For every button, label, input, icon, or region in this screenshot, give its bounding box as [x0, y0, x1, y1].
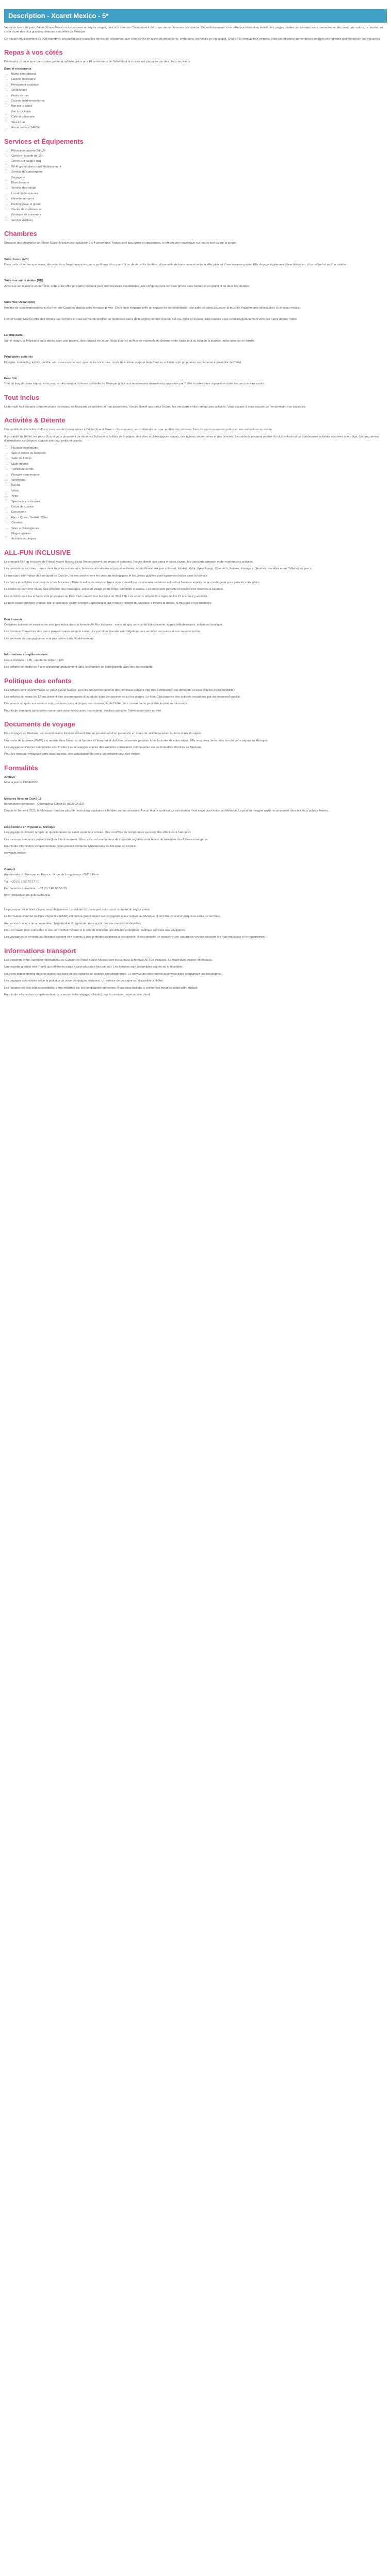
- section-parks: [4, 317, 387, 386]
- list-item: • Parking privé et gratuit: [11, 202, 387, 207]
- section-heading: ALL-FUN INCLUSIVE: [4, 548, 71, 556]
- list-item: • Service de conciergerie: [11, 170, 387, 174]
- intro-paragraph: Ce nouvel établissement de 900 chambres est parfait pour toutes les envies de voyageurs, que vous soyez en quête de découverte, entre amis, en famille ou en couple. Grâce à la formule tout compris, vous bénéficierez de nombreux services et profiterez pleinement de vos vacances.: [4, 37, 381, 41]
- list-item: • Activités nautiques: [11, 537, 387, 541]
- section-paragraph: Pour vos déplacements dans la région, des taxis et des voitures de location sont disponibles. Le service de conciergerie peut vous aider à organiser vos excursions.: [4, 972, 222, 976]
- section-children-policy: [4, 677, 387, 714]
- section-paragraph: Pour toute information complémentaire concernant votre voyage, n'hésitez pas à contacter notre service client.: [4, 993, 151, 996]
- section-heading: Chambres: [4, 230, 37, 238]
- section-paragraph: Le formulaire d'entrée multiple migratoire (FMM) est délivré gratuitement aux voyageurs à leur arrivée au Mexique. Il doit être conservé jusqu'à la sortie du territoire.: [4, 915, 221, 919]
- section-paragraph: Les parcs et activités sont ouverts à des horaires différents selon les saisons. Nous vous conseillons de réserver certaines activités à l'avance auprès de la conciergerie pour garantir votre place.: [4, 581, 260, 585]
- section-paragraph: Les horaires d'ouverture des parcs peuvent varier selon la saison. Le port d'un bracelet est obligatoire pour accéder aux parcs et aux services inclus.: [4, 630, 201, 634]
- subheading: Bars et restaurants: [4, 67, 31, 71]
- list-item: • Spa et centre de bien-être: [11, 451, 387, 455]
- list-item: • Bagagerie: [11, 176, 387, 180]
- intro-section: [4, 26, 387, 41]
- section-paragraph: Heure d'arrivée : 15h - Heure de départ : 12h: [4, 658, 64, 662]
- room-name: Suite Junior (ND): [4, 258, 29, 261]
- list-item: • Check-in à partir de 15h: [11, 154, 387, 158]
- section-heading: Services et Équipements: [4, 137, 84, 145]
- list-item: • Club enfants: [11, 462, 387, 466]
- page-title: Description - Xcaret Mexico - 5*: [8, 12, 109, 20]
- list-item: • Snorkeling: [11, 478, 387, 482]
- section-paragraph: Le passeport et le billet d'avion sont obligatoires. La validité du passeport doit couvrir la durée du séjour prévu.: [4, 908, 151, 911]
- list-item: • Wi-Fi gratuit dans tout l'établissement: [11, 165, 387, 169]
- list-item: • Cuisine mexicaine: [11, 77, 387, 81]
- list-item: • Bar à cocktails: [11, 110, 387, 114]
- section-heading: Politique des enfants: [4, 676, 72, 685]
- section-paragraph: Une multitude d'activités s'offre à vous pendant votre séjour à l'Hotel Xcaret Mexico. Vous pourrez vous détendre au spa, profiter des piscines, faire du sport ou encore participer aux animations en soirée.: [4, 428, 273, 432]
- section-paragraph: Les voyageurs se rendant au Mexique peuvent être soumis à des contrôles sanitaires à leur arrivée. Il est conseillé de souscrire une assurance voyage couvrant les frais médicaux et le rapatriement.: [4, 936, 266, 939]
- section-paragraph: Les activités pour les enfants sont proposées au Kids Club, ouvert tous les jours de 9h à 17h. Les enfants doivent être âgés de 4 à 12 ans pour y accéder.: [4, 595, 208, 598]
- section-travel-documents: [4, 720, 387, 757]
- section-paragraph: Les voyageurs doivent remplir un questionnaire de santé avant leur arrivée. Des contrôles de température peuvent être effectués à l'aéroport.: [4, 831, 191, 835]
- list-item: • Service médical: [11, 218, 387, 223]
- list-item: • Cénotes: [11, 521, 387, 525]
- section-paragraph: Pour toute demande particulière concernant votre séjour avec des enfants, veuillez contacter l'hôtel avant votre arrivée.: [4, 709, 162, 713]
- subheading: Bon à savoir: [4, 618, 22, 621]
- list-item: • Steakhouse: [11, 88, 387, 92]
- page-title-banner: [4, 9, 387, 23]
- section-heading: Documents de voyage: [4, 720, 75, 728]
- subheading: Informations complémentaires: [4, 653, 48, 657]
- section-paragraph: Pour toute information complémentaire, vous pouvez contacter l'Ambassade du Mexique en France :: [4, 845, 138, 848]
- subheading: Dispositions en vigueur au Mexique: [4, 825, 55, 829]
- list-item: • Plages privées: [11, 532, 387, 536]
- section-paragraph: Certaines activités et services ne sont pas inclus dans la formule All-Fun Inclusive : soins au spa, service de blanchisserie, appels téléphoniques, achats en boutique.: [4, 623, 223, 627]
- list-item: • Salle de fitness: [11, 456, 387, 461]
- embassy-phone: Tel : +33 (0) 1 53 70 27 70: [4, 880, 39, 884]
- list-item: • Plongée sous-marine: [11, 473, 387, 477]
- intro-paragraph: Véritable havre de paix, l'Hotel Xcaret Mexico vous propose un séjour unique, face à la mer des Caraïbes et à deux pas de nombreuses animations. Cet établissement vous offre une réalisation idéale, des plages privées au domaine vous permettra de découvrir une nature luxuriante, au cœur d'une des plus grandes réserves naturelles du Mexique.: [4, 26, 383, 34]
- section-paragraph: Profitez de vues imprenables sur la mer des Caraïbes depuis votre terrasse privée. Cette suite élégante offre un espace de vie confortable, une salle de bains luxueuse et tous les équipements nécessaires à un séjour réussi.: [4, 306, 301, 310]
- section-paragraph: Depuis le 1er avril 2022, le Mexique n'impose plus de restrictions sanitaires à l'entrée sur son territoire. Aucun test ni certificat de vaccination n'est exigé pour entrer au Mexique. Le port du masque reste recommandé dans les lieux publics fermés.: [4, 809, 329, 813]
- list-item: • Terrain de tennis: [11, 467, 387, 471]
- list-item: • Piscines extérieures: [11, 446, 387, 450]
- list-item: • Cours de cuisine: [11, 505, 387, 509]
- section-all-inclusive: [4, 394, 387, 409]
- list-item: • Location de voitures: [11, 192, 387, 196]
- list-item: • Kayak: [11, 483, 387, 487]
- section-heading: Formalités: [4, 764, 38, 772]
- section-paragraph: Autres vaccinations recommandées : hépatite A et B, typhoïde, mise à jour des vaccinations habituelles.: [4, 922, 142, 925]
- section-paragraph: Le parc Xcaret propose chaque soir le spectacle Xcaret México Espectacular, qui retrace l'histoire du Mexique à travers la danse, la musique et les traditions.: [4, 602, 213, 605]
- section-heading: Tout inclus: [4, 393, 40, 401]
- section-paragraph: Chacune des chambres de l'Hotel Xcaret Mexico peut accueillir 2 à 4 personnes. Toutes sont luxueuses et spacieuses, et offrent une magnifique vue sur la mer ou sur la jungle.: [4, 242, 237, 245]
- section-paragraph: Les transferts entre l'aéroport international de Cancún et l'Hotel Xcaret Mexico sont inclus dans la formule All-Fun Inclusive. Le trajet dure environ 45 minutes.: [4, 958, 213, 962]
- list-item: • Café et pâtisserie: [11, 115, 387, 119]
- list-item: • Room service 24h/24: [11, 126, 387, 130]
- section-activities: [4, 416, 387, 541]
- section-paragraph: Pour voyager au Mexique, les ressortissants français doivent être en possession d'un passeport en cours de validité pendant toute la durée du séjour.: [4, 732, 202, 736]
- list-item: • Blanchisserie: [11, 181, 387, 185]
- dining-list: [4, 72, 387, 130]
- section-paragraph: Les animaux de compagnie ne sont pas admis dans l'établissement.: [4, 637, 95, 640]
- list-item: • Yoga: [11, 494, 387, 498]
- services-list: [4, 149, 387, 223]
- section-rooms: [4, 230, 387, 310]
- subheading: Contact: [4, 868, 15, 871]
- section-paragraph: Les enfants sont les bienvenus à l'Hotel Xcaret Mexico. Des lits supplémentaires et des berceaux peuvent être mis à disposition sur demande et sous réserve de disponibilité.: [4, 688, 235, 692]
- list-item: • Sites archéologiques: [11, 527, 387, 531]
- section-paragraph: Une navette gratuite relie l'hôtel aux différents parcs Xcaret plusieurs fois par jour. Les horaires sont disponibles auprès de la réception.: [4, 965, 184, 969]
- list-item: • Parcs Xcaret, Xel-Há, Xplor: [11, 516, 387, 520]
- section-paragraph: Sur le rivage, la Tropicana vous attend avec une piscine, des transats et un bar. Vous pourrez profiter de moments de détente et de loisirs tout au long de la journée, entre amis ou en famille.: [4, 339, 255, 343]
- section-paragraph: Le concept All-Fun Inclusive de l'Hotel Xcaret Mexico inclut l'hébergement, les repas et boissons, l'accès illimité aux parcs et tours Xcaret, les transferts aéroport et de nombreuses activités.: [4, 560, 254, 564]
- section-paragraph: L'hôtel Xcaret Mexico offre des forfaits tout compris et vous permet de profiter de nombreux parcs de la région comme Xcaret, Xel-Há, Xplor et Xenses. Une navette vous conduira gratuitement vers ces parcs depuis l'hôtel.: [4, 318, 298, 321]
- section-dining: [4, 48, 387, 130]
- list-item: • Vélos: [11, 489, 387, 493]
- section-paragraph: À proximité de l'hôtel, les parcs Xcaret vous proposent de découvrir la faune et la flore de la région, des sites archéologiques mayas, des rivières souterraines et des cénotes. Les enfants pourront profiter du club enfants et de nombreuses activités adaptées à leur âge. Un programme d'animations est proposé chaque jour pour petits et grands.: [4, 435, 379, 443]
- section-paragraph: Des menus adaptés aux enfants sont proposés dans la plupart des restaurants de l'hôtel. Une chaise haute peut être fournie sur demande.: [4, 702, 188, 706]
- section-paragraph: Plongée, snorkeling, kayak, paddle, excursions en bateau, spectacles nocturnes, cours de cuisine, yoga et bien d'autres activités sont proposées sur place ou à proximité de l'hôtel.: [4, 361, 242, 364]
- list-item: • Spectacles nocturnes: [11, 500, 387, 504]
- room-name: Suite vue sur la rivière (ND): [4, 279, 43, 283]
- subheading: Archive: [4, 775, 15, 779]
- section-paragraph: Les bagages sont limités selon la politique de votre compagnie aérienne. Un service de consigne est disponible à l'hôtel.: [4, 979, 164, 983]
- section-paragraph: Les enfants de moins de 4 ans séjournent gratuitement dans la chambre de leurs parents avec des lits existants.: [4, 666, 153, 669]
- section-paragraph: Découvrez chaque jour une cuisine variée et raffinée grâce aux 10 restaurants de l'hôtel dont la cuisine est préparée par des chefs reconnus.: [4, 60, 191, 64]
- list-item: • Fruits de mer: [11, 94, 387, 98]
- section-paragraph: Pour les mineurs voyageant sans leurs parents, une autorisation de sortie du territoire peut être exigée.: [4, 753, 141, 756]
- section-paragraph: Dans cette chambre spacieuse, décorée dans l'esprit mexicain, vous profiterez d'un grand lit ou de deux lits doubles, d'une salle de bains avec douche à effet pluie et d'une terrasse privée. Elle dispose également d'une télévision, d'un coffre-fort et d'un minibar.: [4, 263, 348, 266]
- embassy-link[interactable]: www.gob.mx/sre: [4, 852, 26, 855]
- section-paragraph: Tout au long de votre séjour, vous pourrez découvrir la richesse culturelle du Mexique grâce aux nombreuses animations proposées par l'hôtel et aux visites organisées dans les parcs environnants.: [4, 382, 265, 386]
- section-paragraph: Les voyageurs d'autres nationalités sont invités à se renseigner auprès des autorités consulaires compétentes sur les formalités d'entrée au Mexique.: [4, 745, 202, 749]
- subheading: Pour finir: [4, 377, 18, 381]
- section-paragraph: Les horaires de vols sont susceptibles d'être modifiés par les compagnies aériennes. Nous vous invitons à vérifier vos horaires avant votre départ.: [4, 986, 198, 990]
- subheading: La Tropicana: [4, 334, 23, 337]
- list-item: • Buffet international: [11, 72, 387, 76]
- section-paragraph: Les mesures sanitaires peuvent évoluer à tout moment. Nous vous recommandons de consulter régulièrement le site du ministère des Affaires étrangères.: [4, 838, 209, 841]
- section-formalities: [4, 764, 387, 940]
- section-transport: [4, 947, 387, 997]
- section-paragraph: Le transport aller-retour de l'aéroport de Cancún, les excursions vers les sites archéologiques et les visites guidées sont également inclus dans la formule.: [4, 574, 208, 578]
- section-paragraph: Une carte de tourisme (FMM) est remise dans l'avion ou à l'arrivée à l'aéroport et doit être conservée pendant toute la durée de votre séjour. Elle vous sera demandée lors de votre départ du Mexique.: [4, 739, 268, 742]
- section-services: [4, 138, 387, 223]
- activities-list: [4, 446, 387, 541]
- list-item: • Restaurant asiatique: [11, 83, 387, 87]
- subheading: Mesures liées au Covid-19: [4, 797, 42, 801]
- section-paragraph: Pour en savoir plus, consultez le site de l'Institut Pasteur et le site du ministère des Affaires étrangères, rubrique Conseils aux voyageurs.: [4, 929, 186, 933]
- section-all-fun: [4, 549, 387, 670]
- embassy-website-link[interactable]: http://embamex.sre.gob.mx/francia: [4, 894, 51, 897]
- list-item: • Boutique de souvenirs: [11, 213, 387, 217]
- section-paragraph: Informations générales - Coronavirus Covid-19 (02/04/2022): [4, 802, 84, 806]
- section-paragraph: Avec vue sur la rivière souterraine, cette suite offre un cadre reposant pour des vacances inoubliables. Elle comprend une terrasse privée avec hamac et un grand lit ou deux lits doubles.: [4, 284, 250, 288]
- list-item: • Cuisine méditerranéenne: [11, 99, 387, 103]
- section-heading: Informations transport: [4, 946, 76, 955]
- section-paragraph: Les prestations incluses : repas dans tous les restaurants, boissons alcoolisées et non alcoolisées, accès illimité aux parcs Xcaret, Xel-Há, Xplor, Xplor Fuego, Xoximilco, Xenses, Xavage et Xenotes, navettes entre l'hôtel et les parcs.: [4, 567, 313, 571]
- list-item: • Service de change: [11, 186, 387, 190]
- update-date: Mise à jour le 19/04/2022: [4, 781, 38, 785]
- section-paragraph: Le centre de bien-être Muluk Spa propose des massages, soins du visage et du corps, hammam et sauna. Les soins sont payants et doivent être réservés à l'avance.: [4, 588, 224, 591]
- section-paragraph: La formule tout compris comprend tous les repas, les boissons alcoolisées et non alcoolisées, l'accès illimité aux parcs Xcaret, les transferts et de nombreuses activités. Vous n'aurez à vous soucier de rien pendant vos vacances.: [4, 405, 306, 409]
- room-name: Suite Vue Océan (ND): [4, 301, 35, 304]
- section-paragraph: Les enfants de moins de 12 ans doivent être accompagnés d'un adulte dans les piscines et sur les plages. Le Kids Club propose des activités encadrées par du personnel qualifié.: [4, 695, 241, 699]
- list-item: • Excursions: [11, 510, 387, 514]
- embassy-address: Ambassade du Mexique en France - 9 rue de Longchamp - 75116 Paris: [4, 873, 99, 877]
- list-item: • Bar sur la plage: [11, 104, 387, 108]
- list-item: • Snack-bar: [11, 121, 387, 125]
- section-heading: Activités & Détente: [4, 416, 66, 425]
- consular-phone: Permanence consulaire : +33 (0) 1 42 86 56 20: [4, 887, 67, 891]
- list-item: • Centre de conférences: [11, 208, 387, 212]
- section-heading: Repas à vos côtés: [4, 48, 63, 57]
- list-item: • Navette aéroport: [11, 197, 387, 201]
- subheading: Principales activités: [4, 355, 33, 359]
- list-item: • Check-out jusqu'à midi: [11, 159, 387, 163]
- list-item: • Réception ouverte 24h/24: [11, 149, 387, 153]
